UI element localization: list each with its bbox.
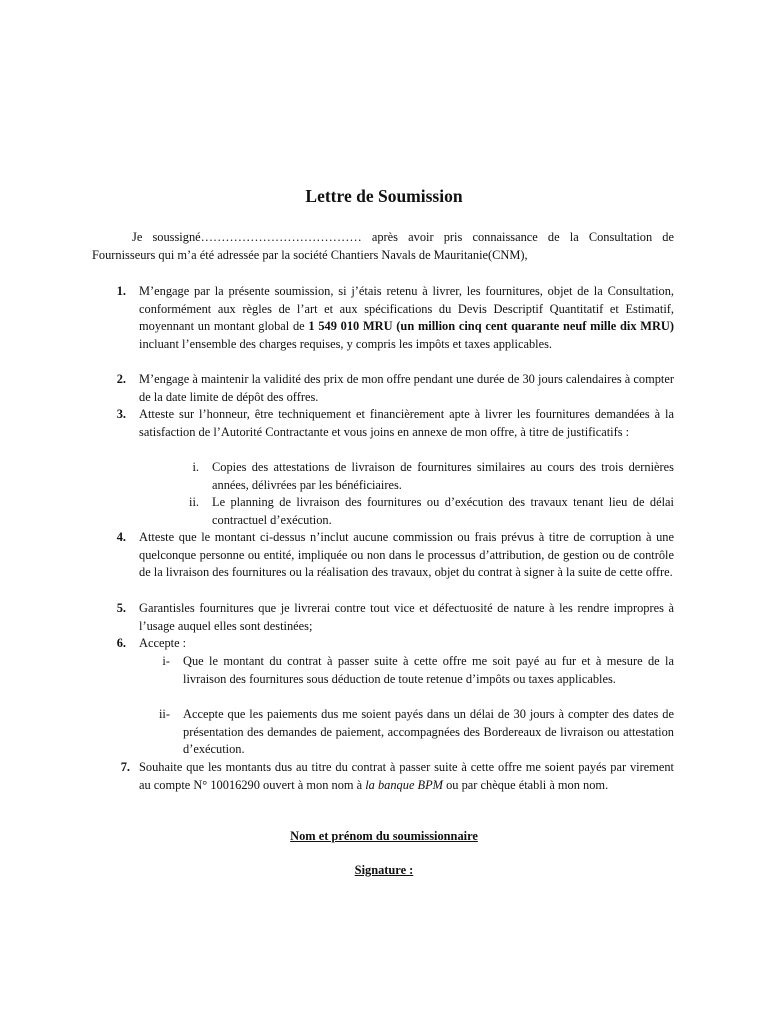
name-label: Nom et prénom du soumissionnaire (290, 829, 478, 843)
list-item-6: Accepte : (139, 636, 187, 650)
item-number: 7. (120, 760, 130, 774)
item-number: 5. (116, 601, 126, 615)
item-number: 6. (116, 636, 126, 650)
sub-item: Le planning de livraison des fournitures ou d’exécution des travaux tenant lieu de délai contractuel d’exécution. (212, 495, 674, 527)
amount-text: 1 549 010 MRU (un million cinq cent quarante neuf mille dix MRU) (308, 319, 674, 333)
list-item-1 (139, 283, 674, 353)
sub-item-number: i- (162, 654, 170, 668)
list-item-7 (139, 759, 674, 794)
item-text: M’engage par la présente soumission, si j’étais retenu à livrer, les fournitures, objet de la Consultation, conformément aux règles de l’art et aux spécifications du Devis Descriptif Quantitatif et Estimatif, moyennant un montant global de (139, 284, 674, 333)
bank-name: la banque BPM (365, 777, 444, 792)
item-number: 4. (116, 530, 126, 544)
page-title: Lettre de Soumission (305, 186, 463, 206)
item-text: incluant l’ensemble des charges requises, y compris les impôts et taxes applicables. (139, 336, 553, 351)
sub-item: Copies des attestations de livraison de fournitures similaires au cours des trois dernières années, délivrées par les bénéficiaires. (212, 460, 674, 492)
sub-item-number: ii. (189, 495, 199, 509)
sub-item-number: i. (192, 460, 199, 474)
item-text: ou par chèque établi à mon nom. (443, 777, 609, 792)
item-number: 3. (116, 407, 126, 421)
list-item-3: Atteste sur l’honneur, être techniquement et financièrement apte à livrer les fournitures demandées à la satisfaction de l’Autorité Contractante et vous joins en annexe de mon offre, à titre de justificatifs : (139, 407, 674, 439)
intro-paragraph: Je soussigné………………………………… après avoir pris connaissance de la Consultation de Fournisseurs qui m’a été adressée par la société Chantiers Navals de Mauritanie(CNM), (92, 230, 674, 262)
item-number: 2. (116, 372, 126, 386)
sub-item: Accepte que les paiements dus me soient payés dans un délai de 30 jours à compter des dates de présentation des demandes de paiement, accompagnées des Bordereaux de livraison ou attestation d’exécution. (183, 707, 674, 756)
item-number: 1. (116, 284, 126, 298)
list-item-5: Garantisles fournitures que je livrerai contre tout vice et défectuosité de nature à les rendre impropres à l’usage auquel elles sont destinées; (139, 601, 674, 633)
list-item-2: M’engage à maintenir la validité des prix de mon offre pendant une durée de 30 jours calendaires à compter de la date limite de dépôt des offres. (139, 372, 674, 404)
item-text: Souhaite que les montants dus au titre du contrat à passer suite à cette offre me soient payés par virement au compte N° 10016290 ouvert à mon nom à (139, 760, 674, 792)
sub-item: Que le montant du contrat à passer suite à cette offre me soit payé au fur et à mesure de la livraison des fournitures sous déduction de toute retenue d’impôts ou taxes applicables. (183, 654, 674, 686)
signature-label: Signature : (354, 863, 414, 877)
list-item-4: Atteste que le montant ci-dessus n’inclut aucune commission ou frais prévus à titre de corruption à une quelconque personne ou entité, impliquée ou non dans le processus d’attribution, de gestion ou de contrôle de la livraison des fournitures ou la réalisation des travaux, objet du contrat à signer à la suite de cette offre. (139, 530, 674, 579)
sub-item-number: ii- (158, 707, 170, 721)
